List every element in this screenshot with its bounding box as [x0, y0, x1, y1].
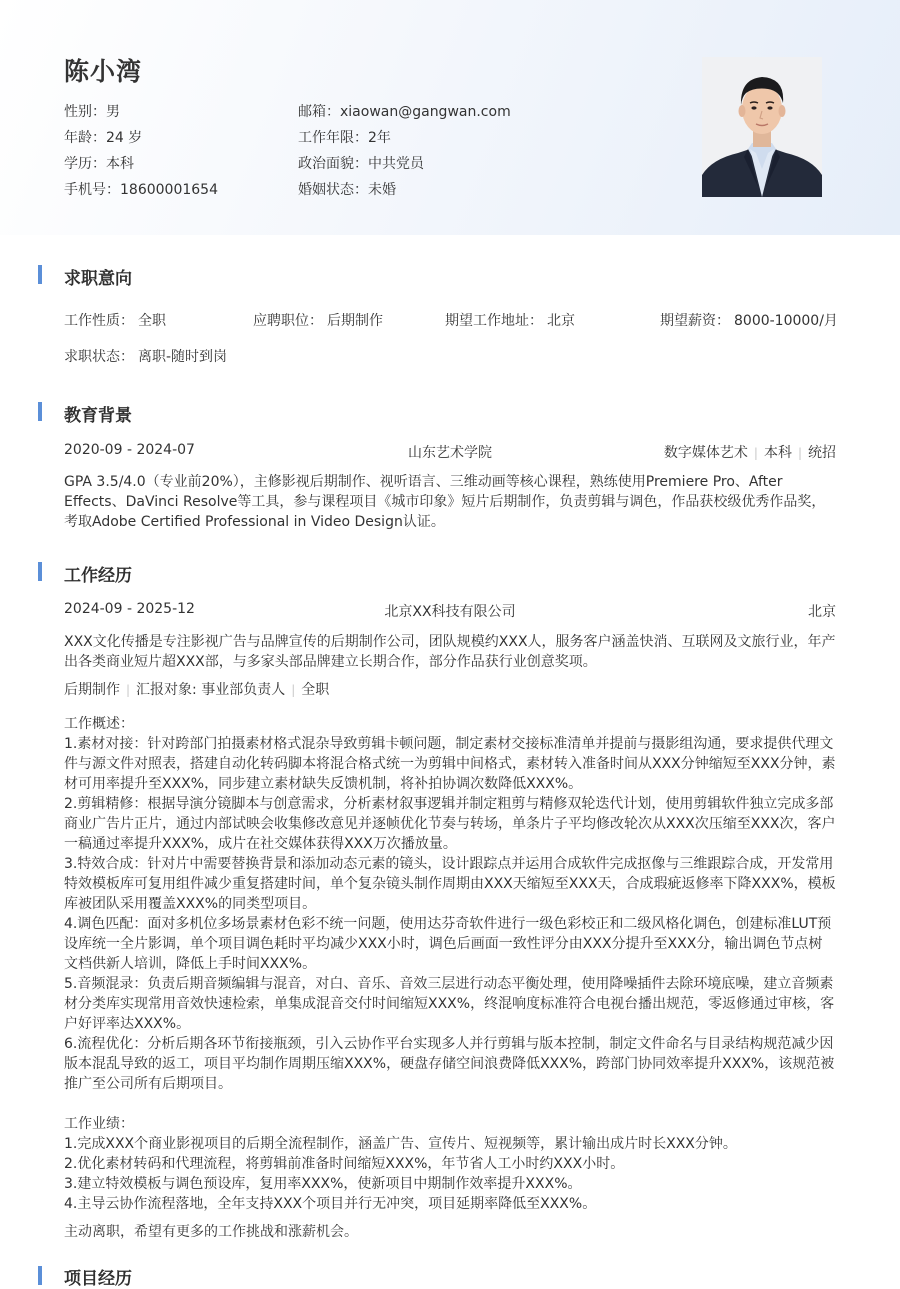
gender-value: 男	[106, 104, 120, 120]
work-overview-item: 3.特效合成：针对片中需要替换背景和添加动态元素的镜头，设计跟踪点并运用合成软件完成抠像与三维跟踪合成，开发常用特效模板库可复用组件减少重复搭建时间，单个复杂镜头制作周期由XXX天缩短至XXX天，合成瑕疵返修率下降XXX%，模板库被团队采用覆盖XXX%的同类型项目。	[64, 856, 836, 912]
divider: |	[126, 683, 131, 697]
leave-reason: 主动离职，希望有更多的工作挑战和涨薪机会。	[64, 1224, 358, 1240]
gender-row	[64, 101, 120, 121]
intent-status	[64, 346, 227, 366]
intent-status-label: 求职状态：	[64, 349, 134, 365]
politics-row	[298, 153, 424, 173]
section-title-project: 项目经历	[64, 1269, 132, 1289]
section-title-work: 工作经历	[64, 566, 132, 586]
phone-label: 手机号：	[64, 182, 120, 198]
intent-type	[64, 310, 166, 330]
work-role-meta	[64, 679, 329, 699]
candidate-name: 陈小湾	[64, 57, 143, 86]
education-level-row	[64, 153, 134, 173]
education-meta	[560, 442, 836, 462]
education-school: 山东艺术学院	[408, 445, 492, 461]
intent-status-value: 离职-随时到岗	[138, 349, 228, 365]
education-level-value: 本科	[106, 156, 134, 172]
education-level-label: 学历：	[64, 156, 106, 172]
work-overview-item: 4.调色匹配：面对多机位多场景素材色彩不统一问题，使用达芬奇软件进行一级色彩校正和二级风格化调色，创建标准LUT预设库统一全片影调，单个项目调色耗时平均减少XXX小时，调色后画面一致性评分由XXX分提升至XXX分，输出调色节点树文档供新人培训，降低上手时间XXX%。	[64, 916, 832, 972]
section-marker-work	[38, 562, 42, 581]
gender-label: 性别：	[64, 104, 106, 120]
email-label: 邮箱：	[298, 104, 340, 120]
work-type: 全职	[301, 682, 330, 698]
divider: |	[797, 446, 802, 460]
intent-salary	[660, 310, 838, 330]
work-years-value: 2年	[368, 130, 391, 146]
marital-row	[298, 179, 396, 199]
intent-city	[445, 310, 575, 330]
work-overview-item: 2.剪辑精修：根据导演分镜脚本与创意需求，分析素材叙事逻辑并制定粗剪与精修双轮迭代计划，使用剪辑软件独立完成多部商业广告片正片，通过内部试映会收集修改意见并逐帧优化节奏与转场，单条片子平均修改轮次从XXX次压缩至XXX次，客户一稿通过率提升XXX%，成片在社交媒体获得XXX万次播放量。	[64, 796, 836, 852]
intent-position	[253, 310, 383, 330]
work-years-row	[298, 127, 391, 147]
intent-salary-label: 期望薪资：	[660, 313, 730, 329]
avatar	[702, 57, 822, 197]
age-row	[64, 127, 142, 147]
phone-row	[64, 179, 218, 199]
age-label: 年龄：	[64, 130, 106, 146]
company-description: XXX文化传播是专注影视广告与品牌宣传的后期制作公司，团队规模约XXX人，服务客户涵盖快消、互联网及文旅行业，年产出各类商业短片超XXX部，与多家头部品牌建立长期合作，部分作品获行业创意奖项。	[64, 634, 836, 670]
intent-city-label: 期望工作地址：	[445, 313, 543, 329]
work-city: 北京	[808, 604, 836, 620]
work-report: 汇报对象: 事业部负责人	[136, 682, 286, 698]
work-period: 2024-09 - 2025-12	[64, 601, 195, 617]
work-company: 北京XX科技有限公司	[384, 604, 516, 620]
marital-label: 婚姻状态：	[298, 182, 368, 198]
section-title-education: 教育背景	[64, 406, 132, 426]
work-achievement-item: 3.建立特效模板与调色预设库，复用率XXX%，使新项目中期制作效率提升XXX%。	[64, 1176, 582, 1192]
education-degree: 本科	[763, 445, 792, 461]
education-enroll: 统招	[808, 445, 836, 461]
work-achievement-item: 1.完成XXX个商业影视项目的后期全流程制作，涵盖广告、宣传片、短视频等，累计输出成片时长XXX分钟。	[64, 1136, 737, 1152]
politics-value: 中共党员	[368, 156, 424, 172]
intent-type-label: 工作性质：	[64, 313, 134, 329]
work-overview	[64, 714, 836, 1242]
work-years-label: 工作年限：	[298, 130, 368, 146]
education-description: GPA 3.5/4.0（专业前20%），主修影视后期制作、视听语言、三维动画等核心课程，熟练使用Premiere Pro、After Effects、DaVinci Resolve等工具，参与课程项目《城市印象》短片后期制作，负责剪辑与调色，作品获校级优秀作品奖，考取Adobe Certified Professional in Video Design认证。	[64, 474, 826, 530]
politics-label: 政治面貌：	[298, 156, 368, 172]
divider: |	[753, 446, 758, 460]
section-marker-project	[38, 1266, 42, 1285]
section-title-intent: 求职意向	[64, 269, 132, 289]
work-achievements-title: 工作业绩：	[64, 1116, 134, 1132]
section-marker-intent	[38, 265, 42, 284]
work-overview-item: 6.流程优化：分析后期各环节衔接瓶颈，引入云协作平台实现多人并行剪辑与版本控制，制定文件命名与目录结构规范减少因版本混乱导致的返工，项目平均制作周期压缩XXX%，硬盘存储空间浪费降低XXX%，跨部门协同效率提升XXX%，该规范被推广至公司所有后期项目。	[64, 1036, 835, 1092]
intent-type-value: 全职	[138, 313, 166, 329]
email-value: xiaowan@gangwan.com	[340, 104, 511, 120]
spacer	[64, 1094, 836, 1114]
work-overview-title: 工作概述：	[64, 716, 134, 732]
email-row	[298, 101, 511, 121]
divider: |	[291, 683, 296, 697]
work-overview-item: 1.素材对接：针对跨部门拍摄素材格式混杂导致剪辑卡顿问题，制定素材交接标准清单并提前与摄影组沟通，要求提供代理文件与源文件对照表，搭建自动化转码脚本将混合格式统一为剪辑中间格式，素材转入准备时间从XXX分钟缩短至XXX分钟，素材可用率提升至XXX%，同步建立素材缺失反馈机制，将补拍协调次数降低XXX%。	[64, 736, 836, 792]
work-achievement-item: 2.优化素材转码和代理流程，将剪辑前准备时间缩短XXX%，年节省人工小时约XXX小时。	[64, 1156, 625, 1172]
portrait-photo	[702, 57, 822, 197]
work-role: 后期制作	[64, 682, 120, 698]
phone-value: 18600001654	[120, 182, 218, 198]
intent-position-label: 应聘职位：	[253, 313, 323, 329]
education-major: 数字媒体艺术	[663, 445, 748, 461]
intent-city-value: 北京	[547, 313, 575, 329]
section-marker-education	[38, 402, 42, 421]
resume-header	[0, 0, 900, 235]
age-value: 24 岁	[106, 130, 143, 146]
work-overview-item: 5.音频混录：负责后期音频编辑与混音，对白、音乐、音效三层进行动态平衡处理，使用降噪插件去除环境底噪，建立音频素材分类库实现常用音效快速检索，单集成混音交付时间缩短XXX%，终混响度标准符合电视台播出规范，零返修通过审核，客户好评率达XXX%。	[64, 976, 835, 1032]
education-period: 2020-09 - 2024-07	[64, 442, 195, 458]
intent-position-value: 后期制作	[327, 313, 383, 329]
work-achievement-item: 4.主导云协作流程落地，全年支持XXX个项目并行无冲突，项目延期率降低至XXX%。	[64, 1196, 597, 1212]
intent-salary-value: 8000-10000/月	[734, 313, 838, 329]
marital-value: 未婚	[368, 182, 396, 198]
